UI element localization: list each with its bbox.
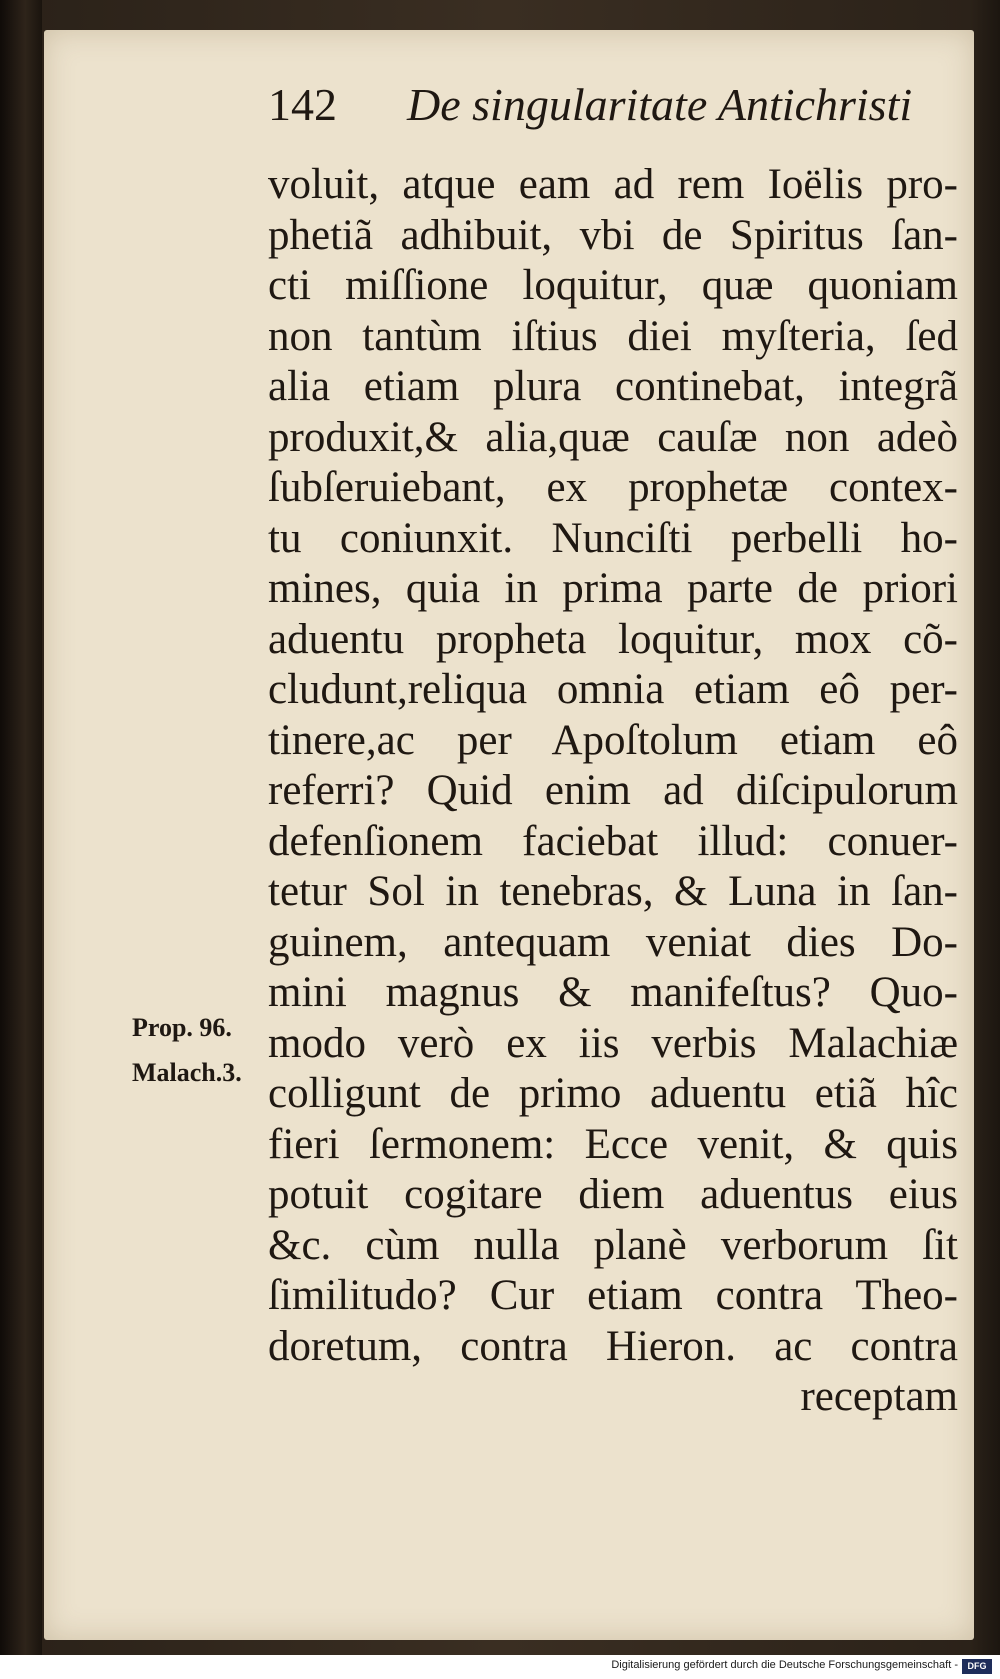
text-line: potuit cogitare diem aduentus eius <box>268 1171 958 1218</box>
margin-note: Prop. 96. <box>132 1013 232 1042</box>
catchword: receptam <box>800 1373 958 1420</box>
text-line: defenſionem faciebat illud: conuer- <box>268 817 958 865</box>
text-line: cludunt,reliqua omnia etiam eô per- <box>268 666 958 713</box>
text-line: cti miſſione loquitur, quæ quoniam <box>268 262 958 309</box>
text-line: tetur Sol in tenebras, & Luna in ſan- <box>268 868 958 915</box>
text-line: colligunt de primo aduentu etiã hîc <box>268 1070 958 1117</box>
text-line: produxit,& alia,quæ cauſæ non adeò <box>268 413 958 461</box>
book-binding-edge <box>0 0 42 1655</box>
text-line: aduentu propheta loquitur, mox cõ- <box>268 615 958 663</box>
text-line: ſimilitudo? Cur etiam contra Theo- <box>268 1272 958 1319</box>
text-line: &c. cùm nulla planè verborum ſit <box>268 1221 958 1269</box>
page-number: 142 <box>268 79 337 130</box>
digitization-credit: Digitalisierung gefördert durch die Deutsche Forschungsgemeinschaft - <box>611 1659 958 1671</box>
text-line: tinere,ac per Apoſtolum etiam eô <box>268 716 958 764</box>
text-line: mini magnus & manifeſtus? Quo- <box>268 969 958 1016</box>
footer-bar <box>0 1655 1000 1679</box>
dfg-logo-icon: DFG <box>962 1659 992 1674</box>
text-line: voluit, atque eam ad rem Ioëlis pro- <box>268 161 958 208</box>
text-line: guinem, antequam veniat dies Do- <box>268 918 958 966</box>
text-line: fieri ſermonem: Ecce venit, & quis <box>268 1120 958 1168</box>
text-line: doretum, contra Hieron. ac contra <box>268 1322 958 1370</box>
margin-notes <box>132 1005 242 1095</box>
text-line: non tantùm iſtius diei myſteria, ſed <box>268 312 958 360</box>
page-header <box>268 78 912 131</box>
text-line: tu coniunxit. Nunciſti perbelli ho- <box>268 514 958 562</box>
text-line: referri? Quid enim ad diſcipulorum <box>268 767 958 814</box>
running-title: De singularitate Antichristi <box>407 79 913 130</box>
text-line: modo verò ex iis verbis Malachiæ <box>268 1019 958 1067</box>
text-line: mines, quia in prima parte de priori <box>268 565 958 612</box>
body-text <box>268 160 958 1423</box>
text-line: alia etiam plura continebat, integrã <box>268 363 958 410</box>
margin-note: Malach.3. <box>132 1058 242 1087</box>
text-line: phetiã adhibuit, vbi de Spiritus ſan- <box>268 211 958 259</box>
text-line: ſubſeruiebant, ex prophetæ contex- <box>268 464 958 511</box>
